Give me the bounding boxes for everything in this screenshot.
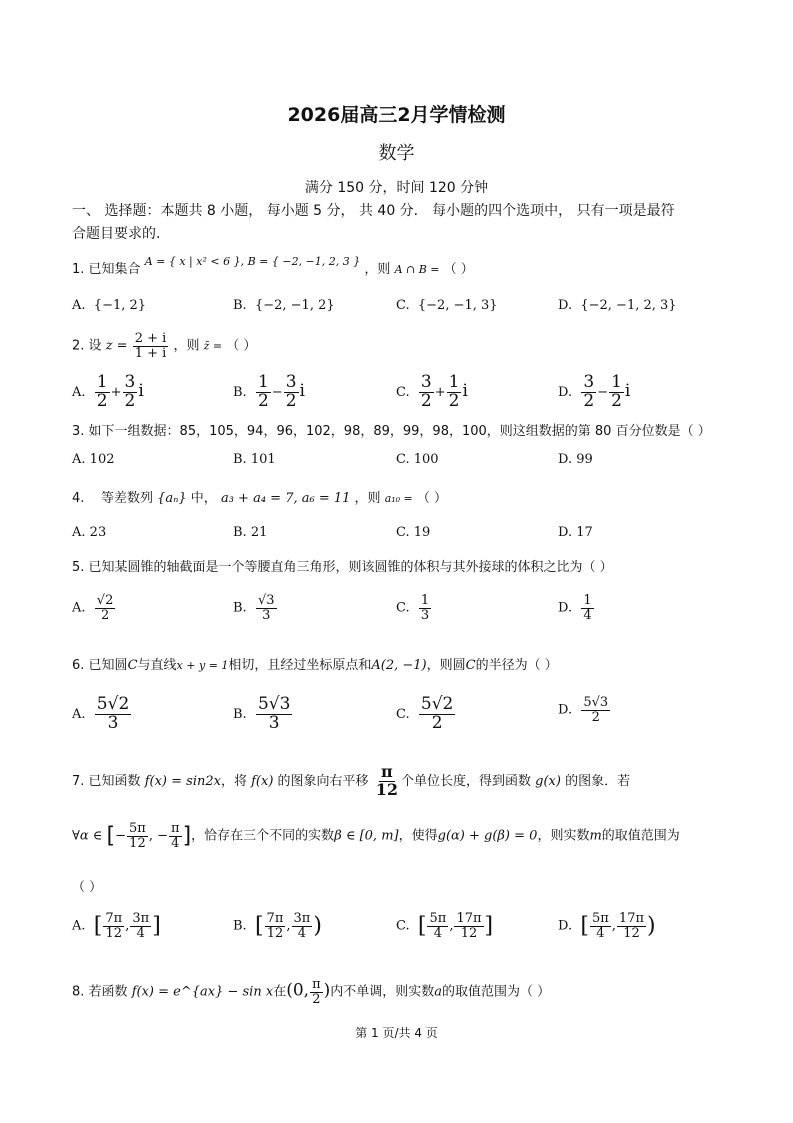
frac xyxy=(590,912,611,940)
option-text: {−2, −1, 3} xyxy=(417,298,498,313)
question-stem: 的取值范围为 xyxy=(601,828,680,844)
numerator: 17π xyxy=(456,911,482,926)
operator: − xyxy=(597,384,609,400)
answer-paren: （ ） xyxy=(226,338,257,354)
set-intersection: A ∩ B = xyxy=(394,263,440,276)
question-stem: 设 xyxy=(88,338,102,354)
set-definition: A = { x | x² < 6 }, B = { −2, −1, 2, 3 } xyxy=(144,255,361,268)
section-heading-line2: 合题目要求的. xyxy=(72,226,161,242)
bracket-left: [ xyxy=(106,823,116,849)
question-stem: ，则 xyxy=(364,262,391,277)
question-5 xyxy=(72,556,613,575)
q6-option-d xyxy=(558,696,611,724)
option-label: D. xyxy=(558,600,573,616)
question-stem: ，恰存在三个不同的实数 xyxy=(191,828,335,844)
frac xyxy=(127,822,148,850)
option-label: C. xyxy=(396,706,410,722)
q3-option-b xyxy=(233,452,276,467)
option-text: 101 xyxy=(250,452,276,467)
function-f: f(x) = sin2x xyxy=(144,773,221,789)
numerator: 3π xyxy=(132,911,150,926)
question-6 xyxy=(72,654,558,673)
g-equation: g(α) + g(β) = 0 xyxy=(437,828,538,844)
q7-option-d: D. [ $\frac{5\pi}{4}$ , $\frac{17\pi}{12}$ ) xyxy=(558,911,656,941)
q5-option-a xyxy=(72,594,116,622)
denominator: 4 xyxy=(136,925,145,941)
frac xyxy=(123,374,138,411)
question-stem: 内不单调，则实数 xyxy=(330,984,435,1000)
numerator: 5π xyxy=(591,911,609,926)
question-stem: 的图象向右平移 xyxy=(277,773,369,789)
denominator: 3 xyxy=(420,607,430,623)
numerator: 7π xyxy=(105,911,123,926)
sequence: {aₙ} xyxy=(157,491,187,506)
q7-option-c: C. [ $\frac{5\pi}{4}$ , $\frac{17\pi}{12}$ ] xyxy=(396,911,494,941)
frac xyxy=(95,374,110,411)
denominator: 2 xyxy=(420,390,432,411)
frac xyxy=(256,696,292,733)
option-label: D. xyxy=(558,525,573,540)
frac xyxy=(419,594,431,622)
question-7-line1 xyxy=(72,764,630,799)
frac xyxy=(284,374,299,411)
complex-z: z = xyxy=(105,338,128,354)
question-stem: 在 xyxy=(273,984,287,1000)
question-stem: 已知某圆锥的轴截面是一个等腰直角三角形，则该圆锥的体积与其外接球的体积之比为（ ） xyxy=(88,560,613,575)
question-stem: 相切，且经过坐标原点和 xyxy=(228,658,372,673)
question-stem: 已知集合 xyxy=(88,262,141,277)
denominator: 3 xyxy=(107,712,119,733)
question-stem: 如下一组数据：85，105，94，96，102，98，89，99，98，100，则这组数据的第 80 百分位数是（ ） xyxy=(88,424,711,439)
frac xyxy=(454,912,483,940)
denominator: 12 xyxy=(105,925,123,941)
q6-option-b xyxy=(233,696,293,733)
sequence-term: a₁₀ = xyxy=(384,492,413,505)
question-stem: 已知圆 xyxy=(88,658,128,673)
option-label: B. xyxy=(233,298,247,313)
option-label: C. xyxy=(396,525,410,540)
option-label: D. xyxy=(558,452,573,467)
frac xyxy=(292,912,313,940)
denominator: 2 xyxy=(583,390,595,411)
numerator: √3 xyxy=(257,593,275,608)
question-4 xyxy=(72,487,447,506)
numerator: √2 xyxy=(96,593,114,608)
q4-option-c xyxy=(396,525,430,540)
comma: , − xyxy=(148,828,169,844)
point-a: A(2, −1) xyxy=(371,658,427,673)
question-7-line3: （ ） xyxy=(72,880,103,895)
line-equation: x + y = 1 xyxy=(176,659,229,672)
denominator: 4 xyxy=(596,925,605,941)
denominator: 3 xyxy=(262,607,271,623)
q5-option-c xyxy=(396,594,432,622)
frac xyxy=(581,374,596,411)
option-label: B. xyxy=(233,918,247,934)
neg-sign: − xyxy=(115,828,127,844)
denominator: 2 xyxy=(312,991,321,1007)
z-conjugate: z̄ = xyxy=(203,339,223,353)
frac xyxy=(130,912,151,940)
q1-option-d xyxy=(558,298,677,313)
function-g: g(x) xyxy=(535,773,561,789)
numerator: 17π xyxy=(618,911,645,926)
numerator: π xyxy=(380,762,393,781)
score-info: 满分 150 分，时间 120 分钟 xyxy=(304,180,489,196)
page-footer: 第 1 页/共 4 页 xyxy=(355,1026,438,1040)
function-f: f(x) = e^{ax} − sin x xyxy=(131,984,274,1000)
frac xyxy=(256,594,277,622)
denominator: 3 xyxy=(268,712,280,733)
q5-option-b xyxy=(233,594,278,622)
option-text: {−2, −1, 2} xyxy=(254,298,335,313)
option-label: D. xyxy=(558,918,573,934)
option-label: D. xyxy=(558,384,573,400)
numerator: 3 xyxy=(124,372,136,392)
operator: + xyxy=(110,384,122,400)
question-number: 1. xyxy=(72,262,85,277)
question-stem: ，使得 xyxy=(398,828,438,844)
question-stem: 若函数 xyxy=(88,984,128,1000)
numerator: 3π xyxy=(293,911,311,926)
question-stem: ，将 xyxy=(220,773,247,789)
numerator: 5π xyxy=(429,911,447,926)
option-label: A. xyxy=(72,298,86,313)
option-label: B. xyxy=(233,384,247,400)
option-text: 23 xyxy=(89,525,107,540)
option-text: {−1, 2} xyxy=(93,298,147,313)
numerator: 7π xyxy=(266,911,284,926)
numerator: 3 xyxy=(583,372,595,392)
subject-title: 数学 xyxy=(378,143,415,164)
question-stem: ，则实数 xyxy=(537,828,590,844)
option-label: C. xyxy=(396,384,410,400)
q2-option-a xyxy=(72,374,144,411)
denominator: 1 + i xyxy=(134,345,167,361)
option-label: A. xyxy=(72,600,86,616)
q1-option-a xyxy=(72,298,146,313)
frac xyxy=(581,696,610,724)
section-heading-line1: 一、 选择题：本题共 8 小题， 每小题 5 分， 共 40 分． 每小题的四个选项中， 只有一项是最符 xyxy=(72,203,675,219)
q5-option-d xyxy=(558,594,595,622)
q4-option-d xyxy=(558,525,593,540)
imaginary-unit: i xyxy=(299,380,305,401)
numerator: 1 xyxy=(448,372,460,392)
q3-option-c xyxy=(396,452,439,467)
denominator: 2 xyxy=(100,607,110,623)
operator: − xyxy=(271,384,283,400)
question-stem: 等差数列 xyxy=(100,491,153,506)
option-text: 99 xyxy=(576,452,593,467)
option-text: 19 xyxy=(413,525,431,540)
denominator: 12 xyxy=(129,835,146,851)
option-label: A. xyxy=(72,525,86,540)
q2-option-c xyxy=(396,374,468,411)
frac xyxy=(419,374,434,411)
frac xyxy=(609,374,624,411)
bracket-left: [ xyxy=(417,913,427,939)
page-title: 2026届高三2月学情检测 xyxy=(287,104,506,126)
shift-fraction xyxy=(374,764,400,799)
frac xyxy=(617,912,646,940)
frac xyxy=(581,594,593,622)
bracket-left: [ xyxy=(580,913,589,939)
question-number: 5. xyxy=(72,560,85,575)
q4-option-a xyxy=(72,525,106,540)
question-stem: ，则圆 xyxy=(426,658,466,673)
numerator: 3 xyxy=(285,372,297,392)
frac xyxy=(447,374,462,411)
option-label: D. xyxy=(558,702,573,718)
denominator: 2 xyxy=(448,390,460,411)
bracket-right: ) xyxy=(313,913,322,939)
question-number: 6. xyxy=(72,658,85,673)
numerator: 1 xyxy=(257,372,269,392)
bracket-left: [ xyxy=(254,913,264,939)
bracket-left: [ xyxy=(93,913,103,939)
numerator: 5√3 xyxy=(257,694,291,714)
question-number: 3. xyxy=(72,424,85,439)
question-stem: 与直线 xyxy=(137,658,177,673)
frac xyxy=(95,594,116,622)
bracket-right: ] xyxy=(152,913,161,939)
denominator: 12 xyxy=(266,925,284,941)
bracket-right: ) xyxy=(647,913,656,939)
question-stem: 已知函数 xyxy=(88,773,141,789)
denominator: 12 xyxy=(623,925,640,941)
denominator: 4 xyxy=(433,925,443,941)
option-label: C. xyxy=(396,298,410,313)
numerator: 5√2 xyxy=(420,694,454,714)
denominator: 4 xyxy=(171,835,180,851)
q6-option-c xyxy=(396,696,456,733)
option-label: A. xyxy=(72,918,86,934)
operator: + xyxy=(434,384,446,400)
question-3 xyxy=(72,420,711,439)
option-text: 21 xyxy=(250,525,268,540)
denominator: 2 xyxy=(431,712,443,733)
denominator: 12 xyxy=(375,779,398,799)
numerator: 3 xyxy=(420,372,432,392)
numerator: π xyxy=(171,821,180,836)
numerator: 5√2 xyxy=(96,694,130,714)
frac xyxy=(265,912,286,940)
question-number: 4. xyxy=(72,491,85,506)
question-stem: 个单位长度，得到函数 xyxy=(400,773,531,789)
frac xyxy=(427,912,448,940)
q4-option-b xyxy=(233,525,267,540)
option-label: A. xyxy=(72,384,86,400)
q7-option-b: B. [ $\frac{7\pi}{12}$ , $\frac{3\pi}{4}$ ) xyxy=(233,911,322,941)
option-text: 102 xyxy=(89,452,115,467)
question-stem: 的取值范围为（ ） xyxy=(442,984,551,1000)
option-label: C. xyxy=(396,600,410,616)
question-number: 8. xyxy=(72,984,85,1000)
numerator: π xyxy=(312,977,321,992)
numerator: 1 xyxy=(583,593,592,608)
function-f: f(x) xyxy=(251,773,274,789)
answer-paren: （ ） xyxy=(443,262,474,277)
numerator: 1 xyxy=(96,372,108,392)
q1-option-b xyxy=(233,298,335,313)
numerator: 5√3 xyxy=(583,695,609,710)
option-text: 17 xyxy=(576,525,593,540)
numerator: 1 xyxy=(420,593,430,608)
beta-range: β ∈ [0, m] xyxy=(334,828,399,844)
numerator: 5π xyxy=(129,821,146,836)
question-7-line2 xyxy=(72,822,680,850)
question-2 xyxy=(72,332,256,360)
frac xyxy=(310,978,323,1006)
option-text: 100 xyxy=(413,452,439,467)
interval-left: (0, xyxy=(286,980,310,1001)
option-label: A. xyxy=(72,452,86,467)
numerator: 2 + i xyxy=(134,331,167,346)
variable-m: m xyxy=(589,828,602,844)
bracket-right: ] xyxy=(484,913,494,939)
option-label: B. xyxy=(233,600,247,616)
circle-c: C xyxy=(127,658,138,673)
option-label: D. xyxy=(558,298,573,313)
q3-option-a xyxy=(72,452,115,467)
denominator: 4 xyxy=(583,607,592,623)
sequence-condition: a₃ + a₄ = 7, a₆ = 11 xyxy=(220,491,351,506)
option-label: B. xyxy=(233,706,247,722)
option-text: {−2, −1, 2, 3} xyxy=(580,298,677,313)
denominator: 2 xyxy=(124,390,136,411)
q3-option-d xyxy=(558,452,593,467)
denominator: 2 xyxy=(591,709,600,725)
q2-option-d xyxy=(558,374,630,411)
frac xyxy=(103,912,124,940)
q7-option-a: A. [ $\frac{7\pi}{12}$ , $\frac{3\pi}{4}$ ] xyxy=(72,911,161,941)
option-label: C. xyxy=(396,452,410,467)
frac xyxy=(95,696,131,733)
question-number: 2. xyxy=(72,338,85,354)
q6-option-a xyxy=(72,696,132,733)
option-label: B. xyxy=(233,452,247,467)
forall-alpha: ∀α ∈ xyxy=(72,828,103,844)
question-number: 7. xyxy=(72,773,85,789)
denominator: 2 xyxy=(96,390,108,411)
variable-a: a xyxy=(434,984,443,1000)
denominator: 2 xyxy=(285,390,297,411)
question-8 xyxy=(72,978,550,1006)
option-label: A. xyxy=(72,706,86,722)
imaginary-unit: i xyxy=(462,380,468,401)
option-label: B. xyxy=(233,525,247,540)
imaginary-unit: i xyxy=(138,380,144,401)
interval-right: ) xyxy=(323,980,331,1001)
denominator: 2 xyxy=(611,390,622,411)
question-1 xyxy=(72,255,474,277)
numerator: 1 xyxy=(611,372,622,392)
imaginary-unit: i xyxy=(624,380,631,401)
denominator: 2 xyxy=(257,390,269,411)
denominator: 12 xyxy=(460,925,478,941)
question-stem: ，则 xyxy=(173,338,200,354)
frac xyxy=(419,696,455,733)
bracket-right: ] xyxy=(182,823,192,849)
q2-option-b xyxy=(233,374,305,411)
question-stem: ，则 xyxy=(354,491,381,506)
answer-paren: （ ） xyxy=(416,491,448,506)
question-stem: 的图象．若 xyxy=(565,773,631,789)
frac xyxy=(256,374,271,411)
option-label: C. xyxy=(396,918,410,934)
q1-option-c xyxy=(396,298,498,313)
denominator: 4 xyxy=(297,925,307,941)
circle-c: C xyxy=(465,658,476,673)
z-fraction xyxy=(133,332,169,360)
frac xyxy=(169,822,182,850)
question-stem: 的半径为（ ） xyxy=(475,658,558,673)
question-stem: 中， xyxy=(190,491,217,506)
